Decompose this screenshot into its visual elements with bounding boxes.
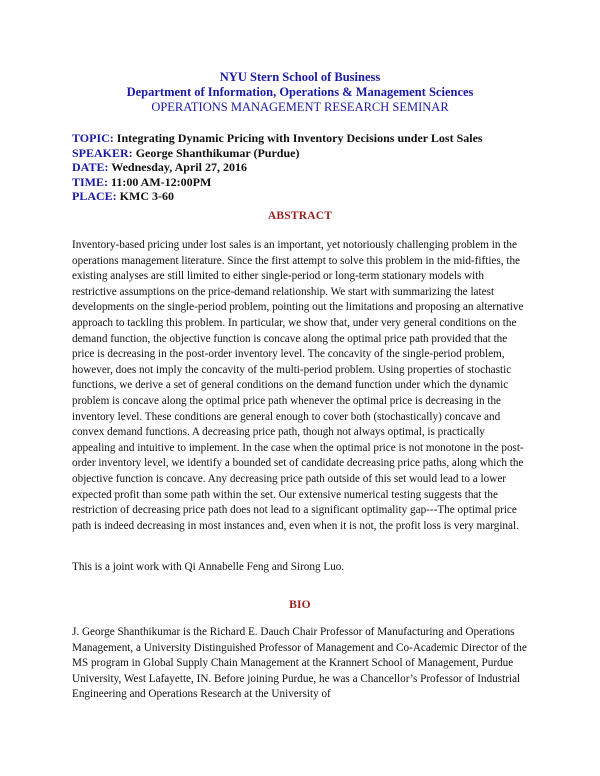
abstract-text: Inventory-based pricing under lost sales is an important, yet notoriously challenging problem in the operations management literature. Since the first attempt to solve this problem in the mid-fifties, the existing analyses are still limited to either single-period or long-term stationary models with restrictive assumptions on the price-demand relationship. We start with summarizing the latest developments on the single-period problem, pointing out the limitations and proposing an alternative approach to tackling this problem. In particular, we show that, under very general conditions on the demand function, the objective function is concave along the optimal price path provided that the price is decreasing in the post-order inventory level. The concavity of the single-period problem, however, does not imply the concavity of the multi-period problem. Using properties of stochastic functions, we derive a set of general conditions on the demand function under which the dynamic problem is concave along the optimal price path whenever the optimal price is decreasing in the inventory level. These conditions are general enough to cover both (stochastically) concave and convex demand functions. A decreasing price path, though not always optimal, is practically appealing and intuitive to implement. In the case when the optimal price is not monotone in the post-order inventory level, we identify a bounded set of candidate decreasing price paths, along which the objective function is concave. Any decreasing price path outside of this set would lead to a lower expected profit than some path within the set. Our extensive numerical testing suggests that the restriction of decreasing price path does not lead to a significant optimality gap---The optimal price path is indeed decreasing in most instances and, even when it is not, the profit loss is very marginal. <box>72 239 524 532</box>
time-label: TIME: <box>72 174 108 189</box>
speaker-row <box>72 146 542 161</box>
place-value: KMC 3-60 <box>119 189 174 204</box>
school-name: NYU Stern School of Business <box>219 70 381 84</box>
speaker-value: George Shanthikumar (Purdue) <box>135 145 300 160</box>
date-row <box>72 160 542 175</box>
abstract-heading: ABSTRACT <box>267 210 333 222</box>
topic-row <box>72 131 542 146</box>
seminar-details <box>72 131 542 204</box>
date-label: DATE: <box>72 160 109 175</box>
time-value: 11:00 AM-12:00PM <box>111 174 212 189</box>
topic-value: Integrating Dynamic Pricing with Inventory Decisions under Lost Sales <box>116 131 483 145</box>
place-row <box>72 189 542 204</box>
speaker-label: SPEAKER: <box>72 145 133 160</box>
bio-heading: BIO <box>289 599 311 611</box>
bio-text: J. George Shanthikumar is the Richard E. Dauch Chair Professor of Manufacturing and Operations Management, a University Distinguished Professor of Management and Co-Academic Director of the MS program in Global Supply Chain Management at the Krannert School of Management, Purdue University, West Lafayette, IN. Before joining Purdue, he was a Chancellor’s Professor of Industrial Engineering and Operations Research at the University of <box>72 626 527 701</box>
joint-work-note: This is a joint work with Qi Annabelle Feng and Sirong Luo. <box>72 561 345 573</box>
department-name: Department of Information, Operations & Management Sciences <box>126 85 474 99</box>
seminar-title: OPERATIONS MANAGEMENT RESEARCH SEMINAR <box>151 100 449 114</box>
place-label: PLACE: <box>72 189 117 204</box>
date-value: Wednesday, April 27, 2016 <box>111 160 247 175</box>
header-block <box>0 70 600 115</box>
time-row <box>72 175 542 190</box>
topic-label: TOPIC: <box>72 131 114 145</box>
